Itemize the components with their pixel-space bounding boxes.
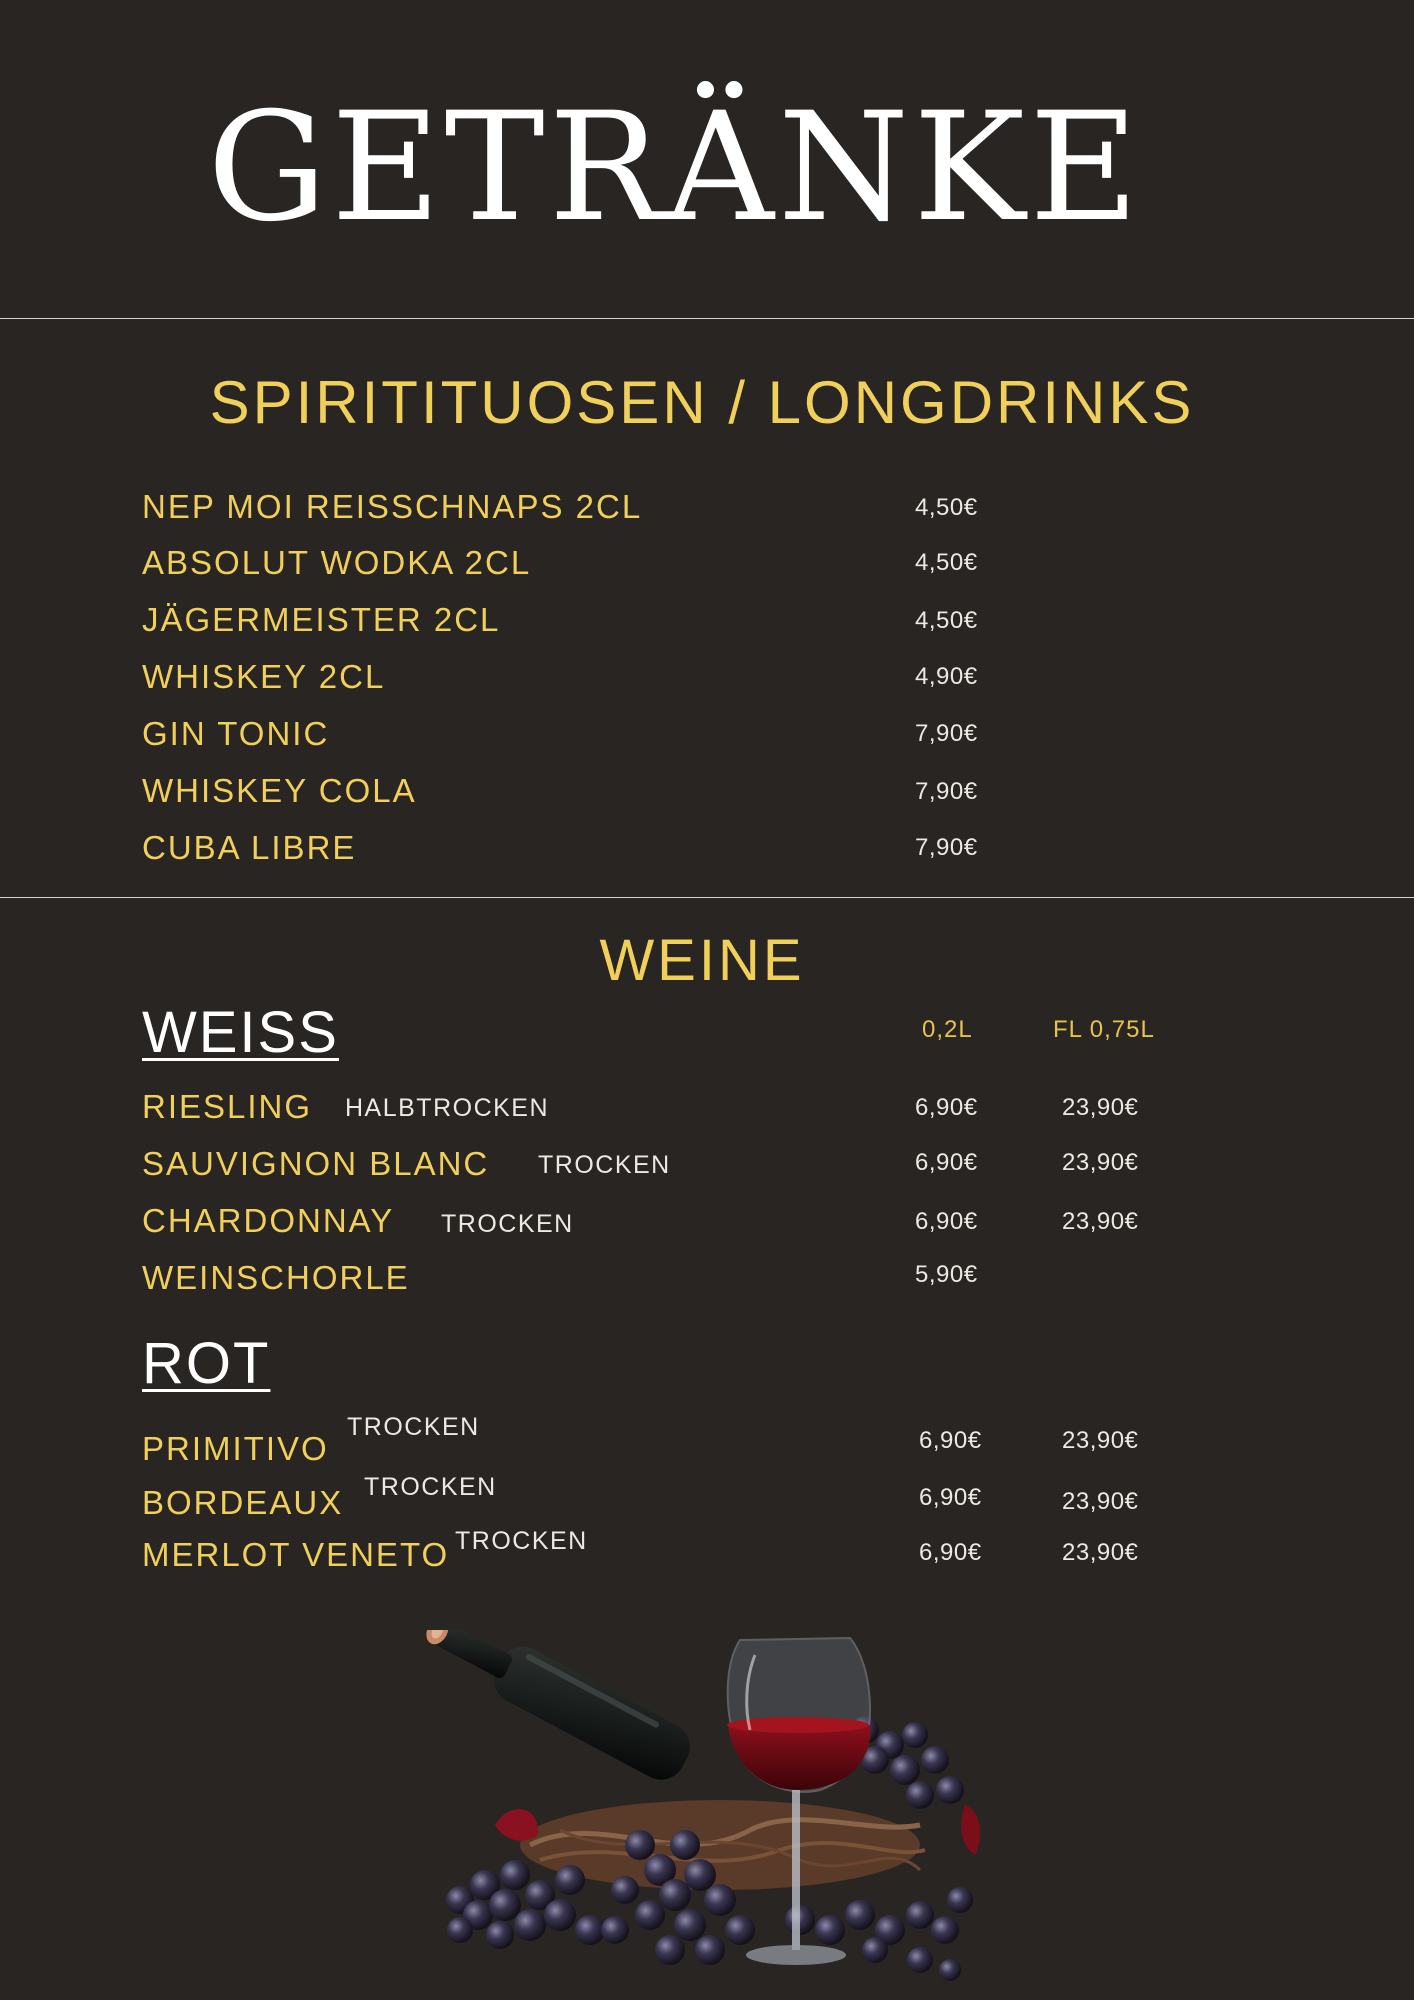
white-wine-heading: WEISS — [142, 1000, 339, 1065]
column-head-bottle: FL 0,75L — [1053, 1016, 1155, 1043]
wine-name: WEINSCHORLE — [142, 1259, 410, 1296]
wine-note: TROCKEN — [455, 1527, 588, 1555]
menu-item-name: WHISKEY COLA — [142, 772, 417, 809]
menu-item-name: CUBA LIBRE — [142, 829, 357, 866]
wine-name: PRIMITIVO — [142, 1430, 329, 1467]
menu-item-price: 4,50€ — [915, 494, 978, 521]
wine-name: BORDEAUX — [142, 1484, 344, 1521]
wine-price-bottle: 23,90€ — [1062, 1149, 1139, 1176]
wine-price-small: 5,90€ — [915, 1261, 978, 1288]
menu-item-price: 7,90€ — [915, 834, 978, 861]
column-head-small: 0,2L — [922, 1016, 973, 1043]
wines-heading: WEINE — [599, 928, 805, 993]
menu-item-name: ABSOLUT WODKA 2CL — [142, 544, 532, 581]
wine-name: CHARDONNAY — [142, 1202, 395, 1239]
wine-note: TROCKEN — [538, 1151, 671, 1179]
wine-name: RIESLING — [142, 1088, 313, 1125]
wine-name: MERLOT VENETO — [142, 1536, 450, 1573]
red-wine-heading: ROT — [142, 1331, 271, 1396]
menu-item-name: GIN TONIC — [142, 715, 330, 752]
wine-name: SAUVIGNON BLANC — [142, 1145, 490, 1182]
menu-item-name: WHISKEY 2CL — [142, 658, 386, 695]
spirits-heading: SPIRITITUOSEN / LONGDRINKS — [209, 369, 1195, 436]
wine-price-bottle: 23,90€ — [1062, 1488, 1139, 1515]
menu-item-price: 4,50€ — [915, 607, 978, 634]
wine-price-small: 6,90€ — [915, 1208, 978, 1235]
wine-price-small: 6,90€ — [919, 1484, 982, 1511]
wine-note: TROCKEN — [347, 1413, 480, 1441]
wine-price-bottle: 23,90€ — [1062, 1208, 1139, 1235]
wine-price-small: 6,90€ — [919, 1539, 982, 1566]
divider — [0, 897, 1414, 898]
menu-item-price: 4,50€ — [915, 549, 978, 576]
wine-price-bottle: 23,90€ — [1062, 1427, 1139, 1454]
wine-price-small: 6,90€ — [915, 1094, 978, 1121]
wine-price-bottle: 23,90€ — [1062, 1539, 1139, 1566]
divider — [0, 318, 1414, 319]
wine-price-small: 6,90€ — [915, 1149, 978, 1176]
wine-price-small: 6,90€ — [919, 1427, 982, 1454]
wine-note: HALBTROCKEN — [345, 1094, 550, 1122]
menu-item-price: 7,90€ — [915, 778, 978, 805]
menu-item-price: 4,90€ — [915, 663, 978, 690]
wine-note: TROCKEN — [441, 1210, 574, 1238]
wine-price-bottle: 23,90€ — [1062, 1094, 1139, 1121]
menu-item-price: 7,90€ — [915, 720, 978, 747]
wine-glass-grapes-image — [420, 1630, 1000, 1990]
page-title: GETRÄNKE — [207, 81, 1143, 255]
wine-note: TROCKEN — [364, 1473, 497, 1501]
menu-item-name: NEP MOI REISSCHNAPS 2CL — [142, 488, 643, 525]
menu-item-name: JÄGERMEISTER 2CL — [142, 601, 501, 638]
